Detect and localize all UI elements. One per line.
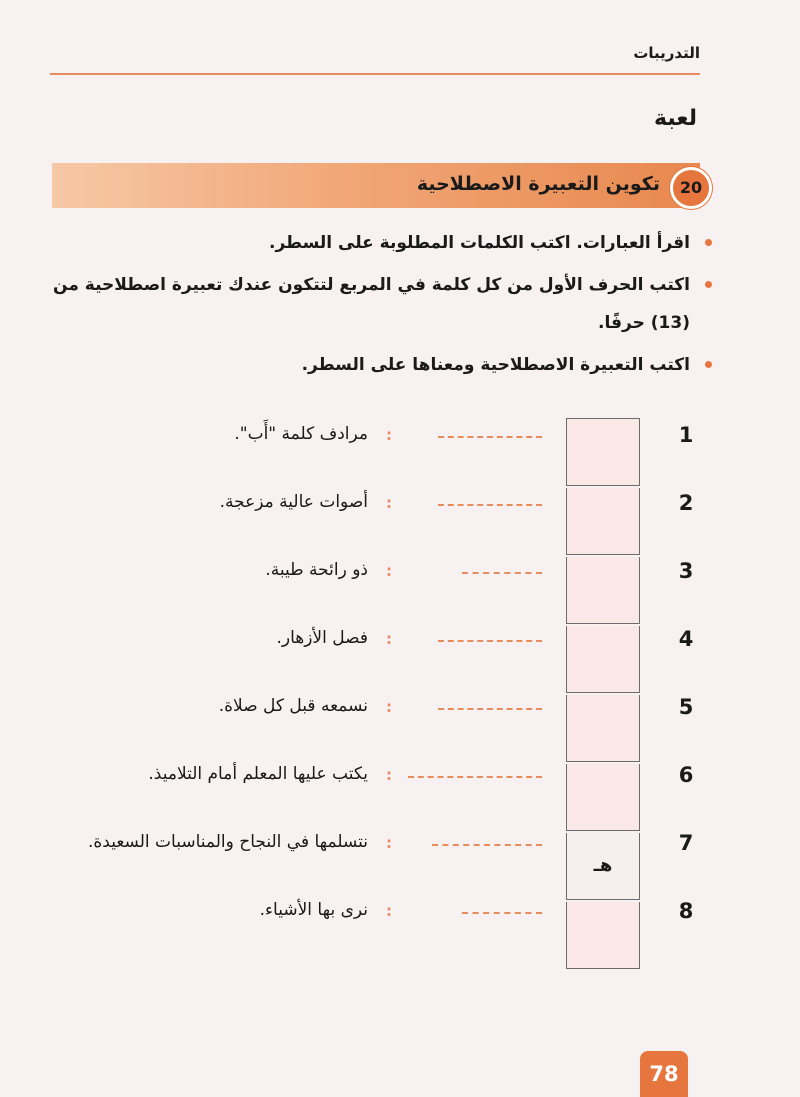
row-number: 4 — [678, 627, 694, 651]
header-section-label: التدريبات — [633, 44, 700, 62]
answer-line-2[interactable] — [438, 504, 542, 506]
section-title: لعبة — [653, 106, 697, 131]
letter-box-6[interactable] — [566, 764, 640, 831]
answer-line-1[interactable] — [438, 436, 542, 438]
page-number: 78 — [640, 1051, 688, 1097]
clue-text: ذو رائحة طيبة. — [265, 560, 368, 580]
separator: : — [386, 562, 392, 580]
instruction-item: اقرأ العبارات. اكتب الكلمات المطلوبة على السطر. — [50, 224, 690, 262]
row-number: 6 — [678, 763, 694, 787]
clue-text: أصوات عالية مزعجة. — [219, 492, 368, 512]
clue-text: يكتب عليها المعلم أمام التلاميذ. — [148, 764, 368, 784]
bullet-icon — [705, 281, 712, 288]
header-divider — [50, 73, 700, 75]
letter-box-4[interactable] — [566, 626, 640, 693]
exercise-title: تكوين التعبيرة الاصطلاحية — [416, 173, 660, 195]
instructions-list — [50, 224, 690, 388]
clue-text: مرادف كلمة "أَب". — [234, 424, 368, 444]
separator: : — [386, 766, 392, 784]
clue-text: نتسلمها في النجاح والمناسبات السعيدة. — [87, 832, 368, 852]
separator: : — [386, 426, 392, 444]
row-number: 8 — [678, 899, 694, 923]
answer-line-8[interactable] — [462, 912, 542, 914]
instruction-item: اكتب الحرف الأول من كل كلمة في المربع لتتكون عندك تعبيرة اصطلاحية من (13) حرفًا. — [50, 266, 690, 342]
letter-box-7[interactable]: هـ — [566, 833, 640, 900]
separator: : — [386, 698, 392, 716]
row-number: 5 — [678, 695, 694, 719]
row-number: 1 — [678, 423, 694, 447]
answer-line-3[interactable] — [462, 572, 542, 574]
letter-box-2[interactable] — [566, 488, 640, 555]
exercise-number-badge: 20 — [670, 167, 712, 209]
instruction-item: اكتب التعبيرة الاصطلاحية ومعناها على السطر. — [50, 346, 690, 384]
letter-box-3[interactable] — [566, 557, 640, 624]
answer-line-6[interactable] — [408, 776, 542, 778]
separator: : — [386, 494, 392, 512]
letter-box-5[interactable] — [566, 695, 640, 762]
letter-box-1[interactable] — [566, 418, 640, 486]
letter-grid — [566, 418, 640, 971]
row-number: 7 — [678, 831, 694, 855]
row-number: 3 — [678, 559, 694, 583]
bullet-icon — [705, 239, 712, 246]
letter-box-8[interactable] — [566, 902, 640, 969]
answer-line-4[interactable] — [438, 640, 542, 642]
answer-line-7[interactable] — [432, 844, 542, 846]
separator: : — [386, 834, 392, 852]
clue-text: فصل الأزهار. — [276, 628, 368, 648]
row-number: 2 — [678, 491, 694, 515]
separator: : — [386, 630, 392, 648]
separator: : — [386, 902, 392, 920]
clue-text: نسمعه قبل كل صلاة. — [218, 696, 368, 716]
clue-text: نرى بها الأشياء. — [259, 900, 368, 920]
answer-line-5[interactable] — [438, 708, 542, 710]
bullet-icon — [705, 361, 712, 368]
